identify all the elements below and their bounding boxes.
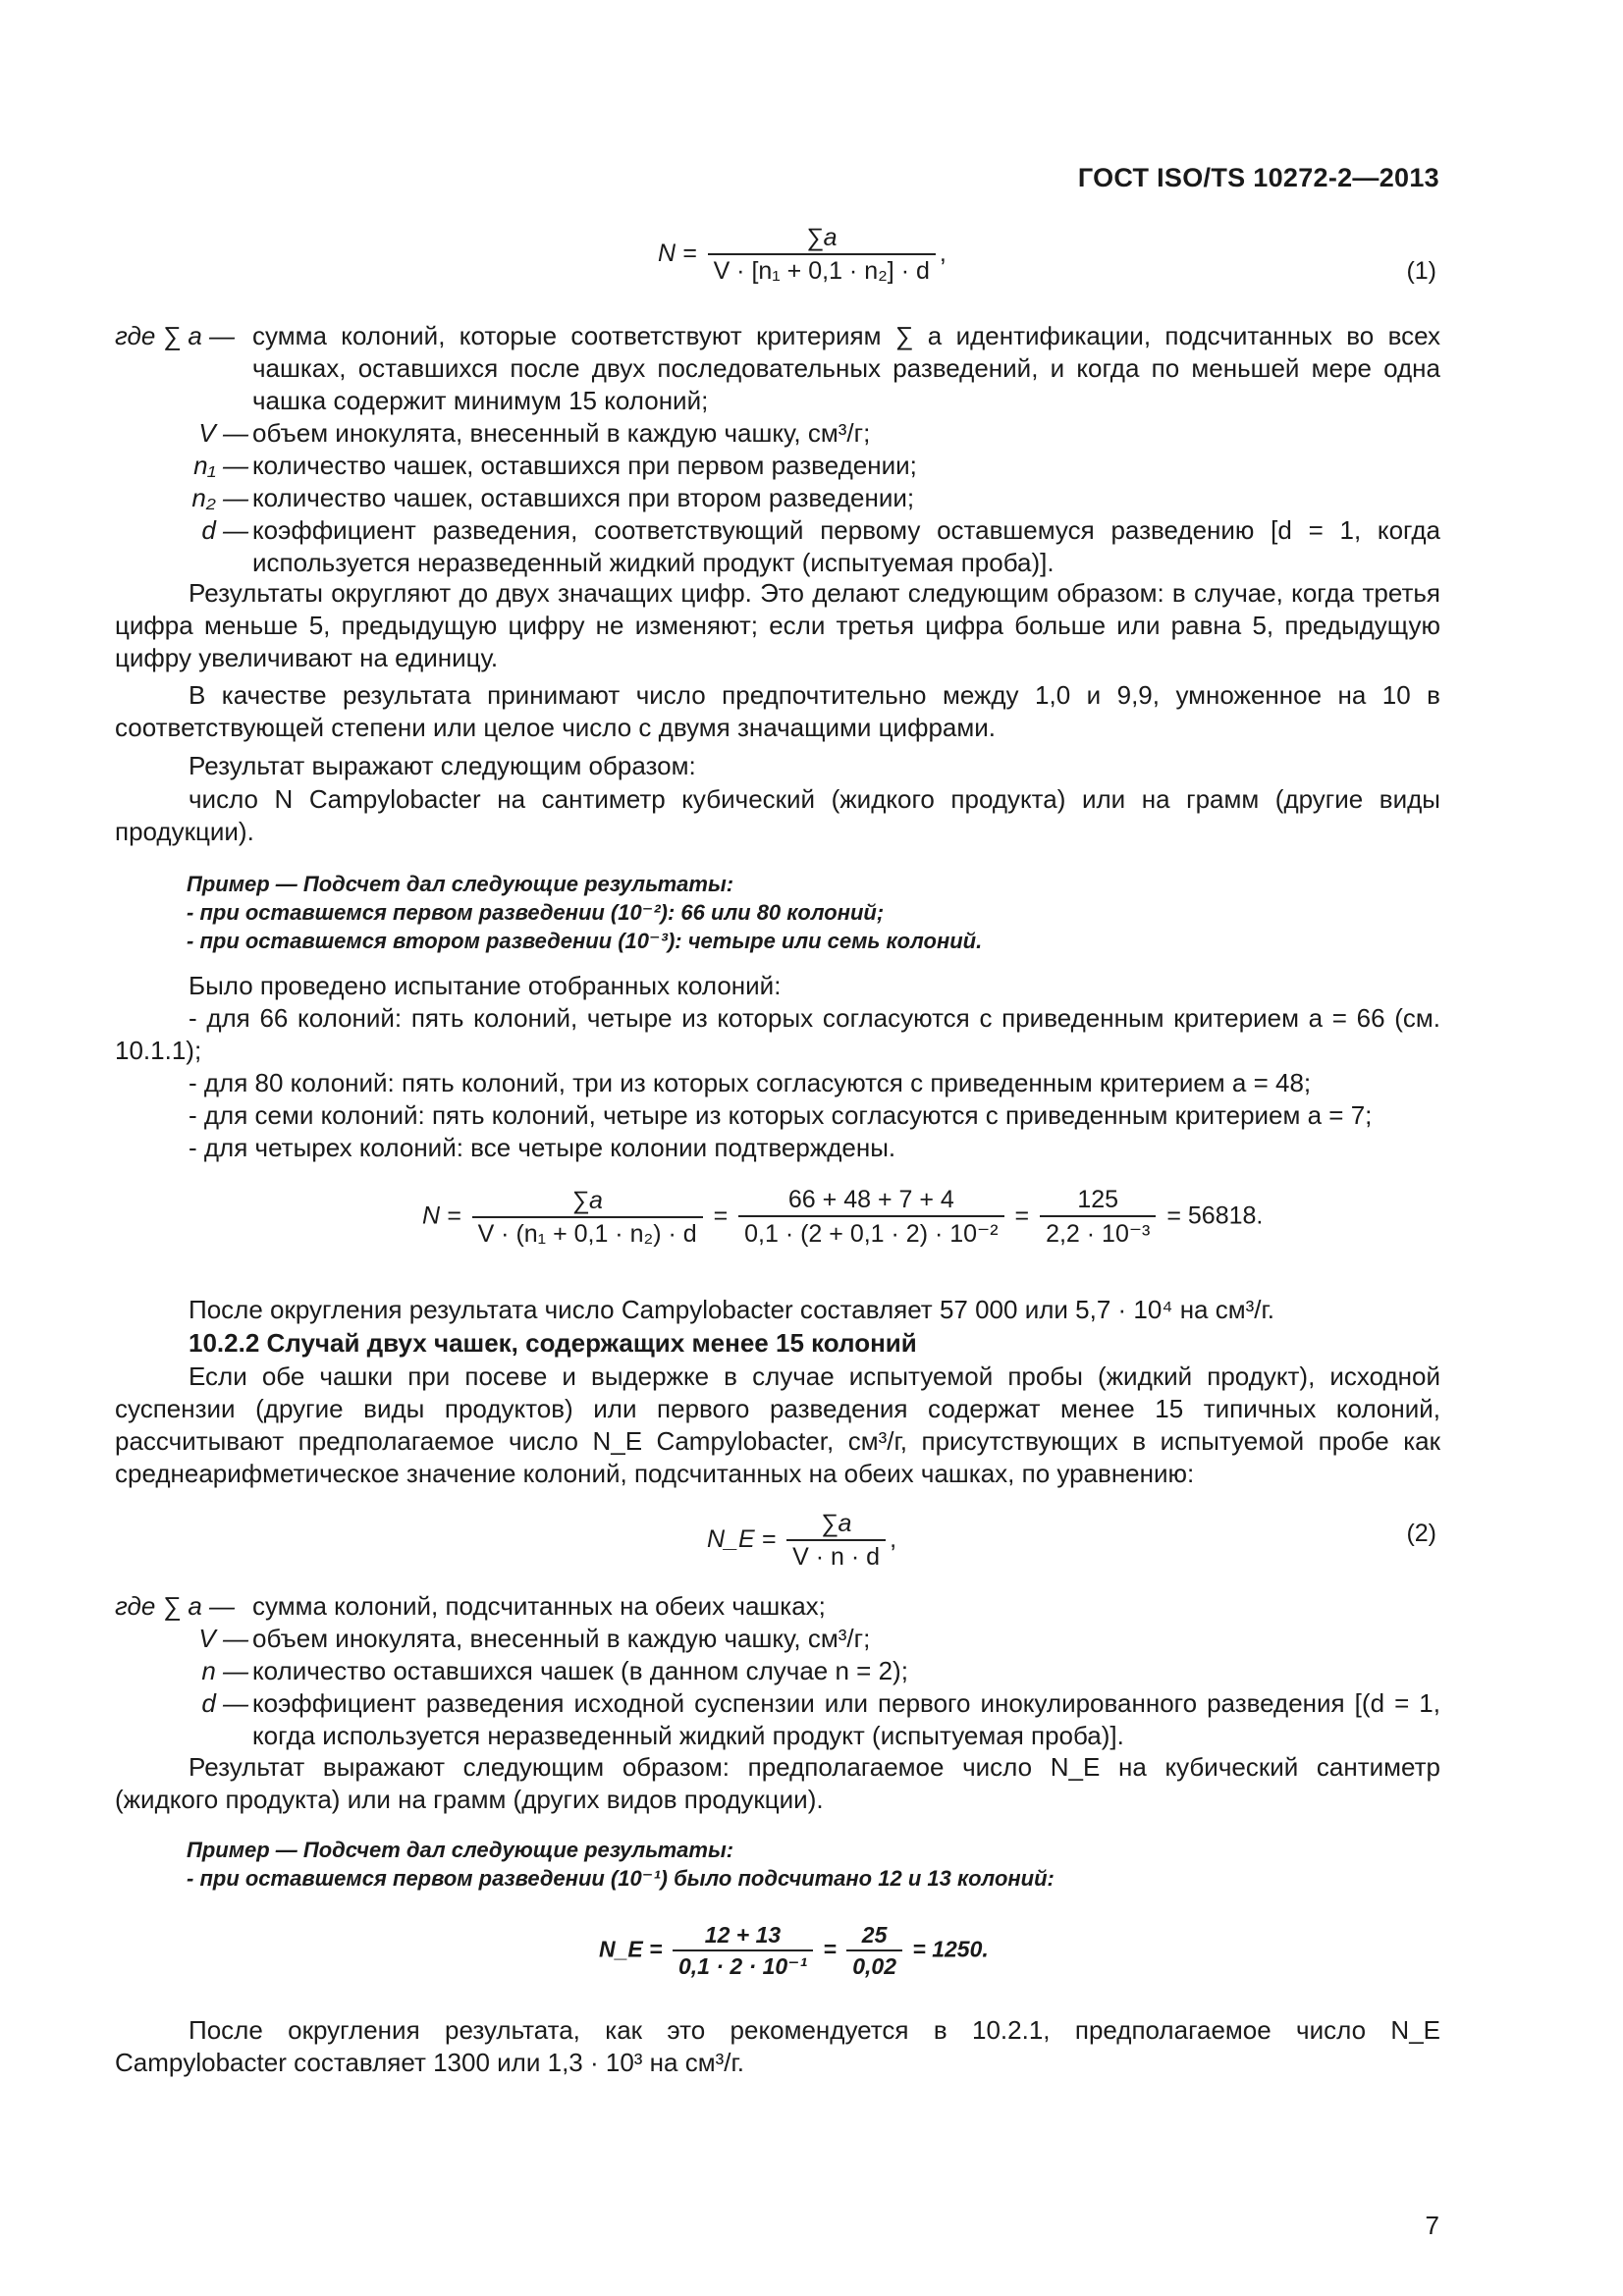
def-symbol: где ∑ a —: [115, 321, 236, 350]
eq1-fraction: [708, 224, 936, 286]
eq2-f3-den: 2,2 · 10⁻³: [1040, 1215, 1156, 1249]
list-item: - для 80 колоний: пять колоний, три из которых согласуются с приведенным критерием a = 48;: [189, 1068, 1312, 1097]
eq2-fraction-3: [1040, 1186, 1156, 1249]
equation-calculation: N = $\frac{\sum a}{\text{V · (n₁ + 0,1 · n₂) · d}}$ = $\frac{66 + 48 + 7 + 4}{\text{0,1 · (2 + 0,1 · 2) · 10⁻²}}$ = $\frac{125}{\text{2,2 · 10⁻³}}$ = 56818.: [422, 1186, 1264, 1248]
eq2-fraction-1: [472, 1187, 703, 1249]
def-symbol: V —: [198, 1624, 248, 1653]
eq4-f1-num: 12 + 13: [704, 1922, 782, 1948]
definitions-2: [115, 1590, 1440, 1752]
paragraph-final-rounding: После округления результата, как это рекомендуется в 10.2.1, предполагаемое число N_E Campylobacter составляет 1300 или 1,3 · 10³ на см³/г.: [115, 2015, 1440, 2077]
section-heading-10-2-2: 10.2.2 Случай двух чашек, содержащих менее 15 колоний: [189, 1328, 917, 1358]
paragraph-result-range: В качестве результата принимают число предпочтительно между 1,0 и 9,9, умноженное на 10 в соответствующей степени или целое число с двумя значащими цифрами.: [115, 680, 1440, 742]
eq2-f2-den: 0,1 · (2 + 0,1 · 2) · 10⁻²: [738, 1215, 1003, 1249]
def-symbol: где ∑ a —: [115, 1591, 236, 1621]
def-row: [115, 482, 1440, 514]
eq2-lhs: N =: [422, 1201, 461, 1230]
def-text: объем инокулята, внесенный в каждую чашку, см³/г;: [252, 1624, 871, 1653]
def-text: количество чашек, оставшихся при первом разведении;: [252, 451, 917, 480]
example-1-line-2: - при оставшемся втором разведении (10⁻³): четыре или семь колоний.: [187, 929, 983, 953]
equation-example-2: N_E = $\frac{12 + 13}{\text{0,1 · 2 · 10⁻¹}}$ = $\frac{25}{0,02}$ = 1250.: [599, 1922, 989, 1979]
example-2-line-1: - при оставшемся первом разведении (10⁻¹) было подсчитано 12 и 13 колоний:: [187, 1866, 1055, 1891]
eq3-numerator: ∑a: [820, 1510, 852, 1537]
document-header: ГОСТ ISO/TS 10272-2—2013: [1077, 163, 1439, 192]
eq1-numerator: ∑a: [805, 224, 838, 251]
def-symbol: n —: [201, 1656, 248, 1685]
eq4-fraction-1: [673, 1922, 813, 1980]
paragraph-rounded-result: После округления результата число Campylobacter составляет 57 000 или 5,7 · 10⁴ на см³/г.: [189, 1295, 1275, 1324]
eq1-denominator: V · [n₁ + 0,1 · n₂] · d: [708, 253, 936, 286]
def-row: [115, 1590, 1440, 1623]
eq2-f1-den: V · (n₁ + 0,1 · n₂) · d: [472, 1216, 703, 1249]
def-text: количество чашек, оставшихся при втором разведении;: [252, 483, 915, 512]
eq3-denominator: V · n · d: [786, 1539, 886, 1572]
def-symbol: d —: [201, 1688, 248, 1718]
paragraph-expression: Результат выражают следующим образом:: [189, 751, 696, 780]
def-row: [115, 1687, 1440, 1752]
def-row: [115, 450, 1440, 482]
example-1-title: Пример — Подсчет дал следующие результаты:: [187, 872, 734, 896]
def-text: сумма колоний, подсчитанных на обеих чашках;: [252, 1591, 826, 1621]
eq2-f2-num: 66 + 48 + 7 + 4: [787, 1186, 954, 1213]
def-symbol: V —: [198, 418, 248, 448]
paragraph-number-n: число N Campylobacter на сантиметр кубический (жидкого продукта) или на грамм (другие виды продукции).: [115, 784, 1440, 846]
paragraph-tested-colonies: Было проведено испытание отобранных колоний:: [189, 971, 782, 1000]
eq3-tail: ,: [890, 1525, 897, 1554]
eq2-f3-num: 125: [1077, 1186, 1119, 1213]
def-row: [115, 417, 1440, 450]
def-text: объем инокулята, внесенный в каждую чашку, см³/г;: [252, 418, 871, 448]
eq2-fraction-2: [738, 1186, 1003, 1249]
def-text: коэффициент разведения, соответствующий первому оставшемуся разведению [d = 1, когда используется неразведенный жидкий продукт (испытуемая проба)].: [252, 515, 1440, 577]
eq4-fraction-2: [846, 1922, 902, 1980]
page-number: 7: [1425, 2211, 1439, 2240]
eq4-result: = 1250.: [912, 1936, 989, 1962]
eq3-fraction: [786, 1510, 886, 1572]
eq4-f2-den: 0,02: [846, 1949, 902, 1980]
eq1-lhs: N =: [658, 240, 697, 268]
def-symbol: d —: [201, 515, 248, 545]
equation-1: [658, 224, 947, 286]
eq2-result: = 56818.: [1166, 1201, 1264, 1230]
example-1-line-1: - при оставшемся первом разведении (10⁻²): 66 или 80 колоний;: [187, 900, 885, 925]
example-1: [187, 870, 982, 955]
def-symbol: n₁ —: [193, 451, 248, 480]
paragraph-ne-expression: Результат выражают следующим образом: предполагаемое число N_E на кубический сантиметр (жидкого продукта) или на грамм (других видов продукции).: [115, 1752, 1440, 1814]
equation-2: [707, 1510, 896, 1572]
def-text: коэффициент разведения исходной суспензии или первого инокулированного разведения [(d = 1, когда используется неразведенный жидкий продукт (испытуемая проба)].: [252, 1688, 1440, 1750]
list-item: - для 66 колоний: пять колоний, четыре из которых согласуются с приведенным критерием a = 66 (см. 10.1.1);: [115, 1003, 1440, 1065]
def-text: сумма колоний, которые соответствуют критериям ∑ a идентификации, подсчитанных во всех чашках, оставшихся после двух последовательных разведений, и когда по меньшей мере одна чашка содержит минимум 15 колоний;: [252, 321, 1440, 415]
equation-2-number: (2): [1406, 1520, 1436, 1547]
def-text: количество оставшихся чашек (в данном случае n = 2);: [252, 1656, 908, 1685]
def-row: [115, 1623, 1440, 1655]
eq1-tail: ,: [939, 240, 947, 268]
equation-1-number: (1): [1406, 257, 1436, 285]
def-row: [115, 514, 1440, 579]
list-item: - для четырех колоний: все четыре колонии подтверждены.: [189, 1133, 896, 1162]
eq3-lhs: N_E =: [707, 1525, 777, 1554]
example-2-title: Пример — Подсчет дал следующие результаты:: [187, 1838, 734, 1862]
paragraph-two-plates: Если обе чашки при посеве и выдержке в случае испытуемой пробы (жидкий продукт), исходной суспензии (другие виды продуктов) или первого разведения содержат менее 15 типичных колоний, рассчитывают предполагаемое число N_E Campylobacter, см³/г, присутствующих в испытуемой пробе как среднеарифметическое значение колоний, подсчитанных на обеих чашках, по уравнению:: [115, 1362, 1440, 1488]
eq4-f2-num: 25: [861, 1922, 888, 1948]
eq2-f1-num: ∑a: [571, 1186, 603, 1214]
def-row: [115, 1655, 1440, 1687]
colony-list: [115, 1002, 1440, 1164]
eq4-lhs: N_E =: [599, 1936, 663, 1962]
def-row: [115, 320, 1440, 417]
def-symbol: n₂ —: [191, 483, 248, 512]
paragraph-rounding: Результаты округляют до двух значащих цифр. Это делают следующим образом: в случае, когда третья цифра меньше 5, предыдущую цифру не изменяют; если третья цифра больше или равна 5, предыдущую цифру увеличивают на единицу.: [115, 578, 1440, 672]
list-item: - для семи колоний: пять колоний, четыре из которых согласуются с приведенным критерием a = 7;: [189, 1100, 1373, 1130]
definitions-1: [115, 320, 1440, 579]
eq4-f1-den: 0,1 · 2 · 10⁻¹: [673, 1949, 813, 1980]
example-2: [187, 1836, 1055, 1893]
